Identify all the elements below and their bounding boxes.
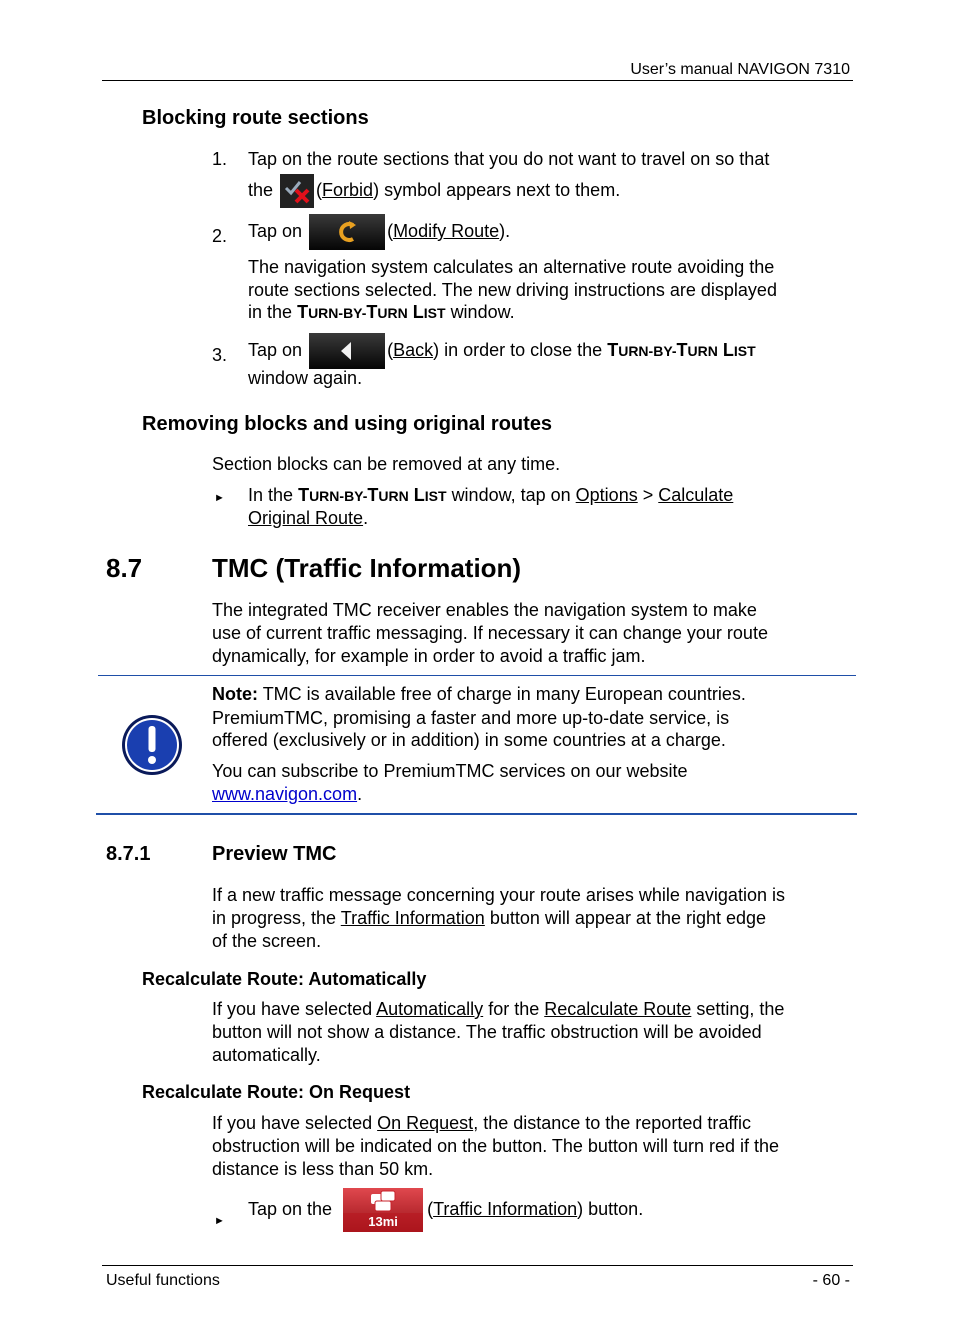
preview-p2: in progress, the Traffic Information button will appear at the right edge <box>212 908 767 928</box>
step3-number: 3. <box>212 345 228 365</box>
navigon-website-link[interactable]: www.navigon.com <box>212 784 358 804</box>
section87-p3: dynamically, for example in order to avoid a traffic jam. <box>212 646 646 666</box>
section87-p2: use of current traffic messaging. If necessary it can change your route <box>212 623 768 643</box>
note-line4: You can subscribe to PremiumTMC services on our website <box>212 761 688 781</box>
footer-left: Useful functions <box>106 1272 220 1289</box>
note-bottom-rule <box>96 813 857 815</box>
step2-number: 2. <box>212 226 228 246</box>
onrequest-l1: If you have selected On Request, the distance to the reported traffic <box>212 1113 752 1133</box>
auto-l1: If you have selected Automatically for the Recalculate Route setting, the <box>212 999 785 1019</box>
onrequest-l3: distance is less than 50 km. <box>212 1159 434 1179</box>
modify-route-link[interactable]: Modify Route <box>393 221 500 241</box>
options-link[interactable]: Options <box>575 485 638 505</box>
auto-l2: button will not show a distance. The traffic obstruction will be avoided <box>212 1022 762 1042</box>
step3-line1: Tap on (Back) in order to close the TURN-BY-TURN LIST <box>248 331 848 369</box>
step1-line2: the (Forbid) symbol appears next to them. <box>248 172 848 208</box>
step2-desc-line2: route sections selected. The new driving instructions are displayed <box>248 280 777 300</box>
onrequest-l2: obstruction will be indicated on the button. The button will turn red if the <box>212 1136 780 1156</box>
bullet-icon: ► <box>214 492 225 504</box>
step1-line1: Tap on the route sections that you do not want to travel on so that <box>248 149 770 169</box>
turn-by-turn-list-label: TURN-BY-TURN LIST <box>297 302 446 322</box>
note-top-rule <box>98 675 856 676</box>
removing-intro: Section blocks can be removed at any time. <box>212 454 561 474</box>
removing-instruction-line1: In the TURN-BY-TURN LIST window, tap on Options > Calculate <box>248 485 734 505</box>
original-route-link[interactable]: Original Route <box>248 508 364 528</box>
traffic-information-link[interactable]: Traffic Information <box>433 1199 578 1219</box>
back-button[interactable] <box>309 333 385 369</box>
header-rule <box>102 80 853 81</box>
step2-desc-line3: in the TURN-BY-TURN LIST window. <box>248 302 515 322</box>
forbid-icon[interactable] <box>280 174 314 208</box>
recalculate-route-link[interactable]: Recalculate Route <box>544 999 692 1019</box>
step3-line2: window again. <box>248 368 363 388</box>
heading-onrequest: Recalculate Route: On Request <box>142 1082 411 1102</box>
note-line2: PremiumTMC, promising a faster and more up-to-date service, is <box>212 708 730 728</box>
note-icon <box>121 714 183 776</box>
onrequest-instruction: Tap on the 13mi (Traffic Information) button. <box>248 1186 848 1232</box>
footer-rule <box>102 1265 853 1266</box>
bullet-icon: ► <box>214 1215 225 1227</box>
note-line1: Note: TMC is available free of charge in many European countries. <box>212 684 746 704</box>
back-link[interactable]: Back <box>393 340 434 360</box>
heading-auto: Recalculate Route: Automatically <box>142 969 427 989</box>
preview-p1: If a new traffic message concerning your route arises while navigation is <box>212 885 785 905</box>
section-title: TMC (Traffic Information) <box>212 553 522 583</box>
step1-number: 1. <box>212 149 228 169</box>
traffic-information-button[interactable] <box>343 1188 423 1232</box>
footer-page-number: - 60 - <box>812 1272 850 1289</box>
step2-desc-line1: The navigation system calculates an alternative route avoiding the <box>248 257 775 277</box>
traffic-information-link[interactable]: Traffic Information <box>340 908 485 928</box>
automatically-link[interactable]: Automatically <box>376 999 484 1019</box>
heading-blocking: Blocking route sections <box>142 107 369 129</box>
forbid-link[interactable]: Forbid <box>322 180 374 200</box>
on-request-link[interactable]: On Request <box>377 1113 474 1133</box>
turn-by-turn-list-label: TURN-BY-TURN LIST <box>298 485 447 505</box>
note-line5: www.navigon.com. <box>212 784 363 804</box>
turn-by-turn-list-label: TURN-BY-TURN LIST <box>607 340 756 360</box>
heading-removing: Removing blocks and using original routes <box>142 413 553 435</box>
header-title: User’s manual NAVIGON 7310 <box>630 61 850 78</box>
removing-instruction-line2: Original Route. <box>248 508 369 528</box>
auto-l3: automatically. <box>212 1045 321 1065</box>
subsection-number: 8.7.1 <box>106 843 151 865</box>
traffic-distance-label: 13mi <box>368 1214 398 1230</box>
preview-p3: of the screen. <box>212 931 322 951</box>
subsection-title: Preview TMC <box>212 843 337 865</box>
note-label: Note: <box>212 684 258 704</box>
section87-p1: The integrated TMC receiver enables the navigation system to make <box>212 600 757 620</box>
modify-route-button[interactable] <box>309 214 385 250</box>
page-header <box>630 58 850 81</box>
calculate-link[interactable]: Calculate <box>658 485 734 505</box>
note-line3: offered (exclusively or in addition) in some countries at a charge. <box>212 730 726 750</box>
section-number: 8.7 <box>106 553 143 583</box>
step2-line: Tap on (Modify Route). <box>248 212 848 250</box>
